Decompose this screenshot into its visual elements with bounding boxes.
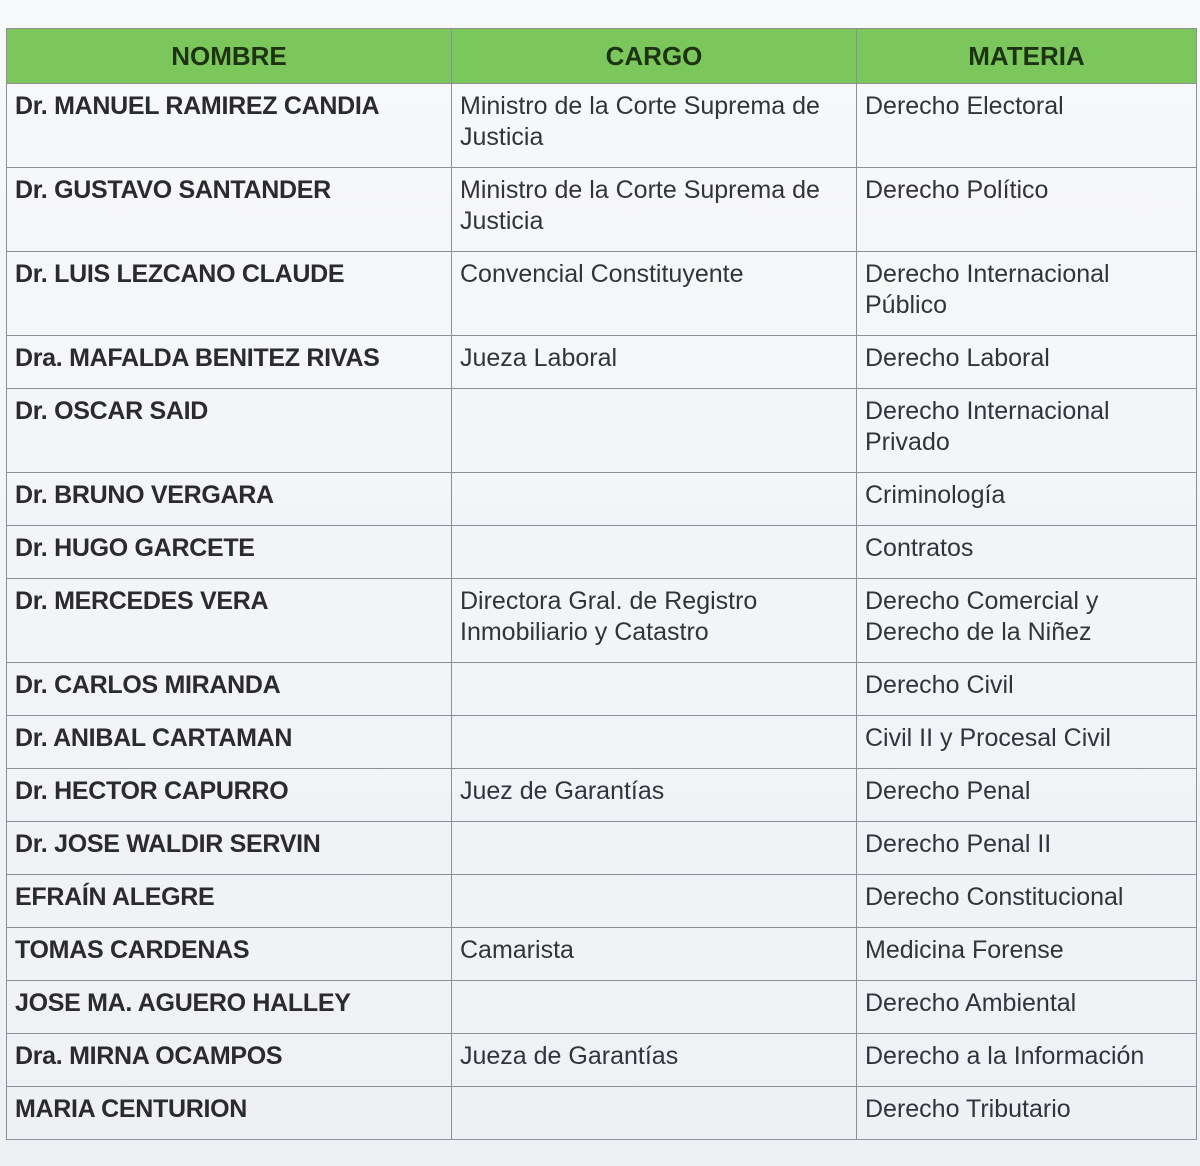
cell-nombre: Dr. MANUEL RAMIREZ CANDIA [7,84,452,168]
cell-materia: Medicina Forense [857,928,1197,981]
cell-cargo [452,473,857,526]
cell-nombre: Dr. BRUNO VERGARA [7,473,452,526]
cell-nombre: Dra. MAFALDA BENITEZ RIVAS [7,336,452,389]
table-row [7,822,1197,875]
cell-nombre: Dr. MERCEDES VERA [7,579,452,663]
cell-cargo: Directora Gral. de Registro Inmobiliario y Catastro [452,579,857,663]
cell-nombre: Dr. LUIS LEZCANO CLAUDE [7,252,452,336]
cell-cargo [452,875,857,928]
table-row [7,389,1197,473]
cell-materia: Derecho Constitucional [857,875,1197,928]
table-row [7,981,1197,1034]
cell-nombre: Dra. MIRNA OCAMPOS [7,1034,452,1087]
cell-nombre: EFRAÍN ALEGRE [7,875,452,928]
table-row [7,1087,1197,1140]
cell-cargo [452,663,857,716]
table-row [7,473,1197,526]
cell-materia: Contratos [857,526,1197,579]
cell-cargo: Camarista [452,928,857,981]
table-row [7,252,1197,336]
cell-cargo [452,822,857,875]
cell-nombre: Dr. JOSE WALDIR SERVIN [7,822,452,875]
table-row [7,84,1197,168]
header-nombre: NOMBRE [7,29,452,84]
table-row [7,663,1197,716]
cell-nombre: Dr. OSCAR SAID [7,389,452,473]
table-row [7,336,1197,389]
cell-nombre: Dr. HUGO GARCETE [7,526,452,579]
cell-materia: Derecho Internacional Privado [857,389,1197,473]
cell-materia: Criminología [857,473,1197,526]
header-materia: MATERIA [857,29,1197,84]
table-row [7,526,1197,579]
cell-materia: Derecho Penal II [857,822,1197,875]
cell-materia: Derecho Tributario [857,1087,1197,1140]
names-table [6,28,1197,1140]
cell-cargo [452,389,857,473]
cell-materia: Civil II y Procesal Civil [857,716,1197,769]
cell-cargo: Juez de Garantías [452,769,857,822]
cell-materia: Derecho Comercial y Derecho de la Niñez [857,579,1197,663]
cell-nombre: TOMAS CARDENAS [7,928,452,981]
table-row [7,716,1197,769]
cell-nombre: Dr. GUSTAVO SANTANDER [7,168,452,252]
table-row [7,1034,1197,1087]
cell-cargo: Jueza de Garantías [452,1034,857,1087]
cell-cargo: Jueza Laboral [452,336,857,389]
cell-materia: Derecho Internacional Público [857,252,1197,336]
cell-cargo [452,981,857,1034]
cell-cargo: Convencial Constituyente [452,252,857,336]
cell-materia: Derecho Penal [857,769,1197,822]
cell-cargo [452,716,857,769]
cell-materia: Derecho Ambiental [857,981,1197,1034]
header-cargo: CARGO [452,29,857,84]
cell-materia: Derecho Laboral [857,336,1197,389]
cell-cargo [452,1087,857,1140]
cell-nombre: JOSE MA. AGUERO HALLEY [7,981,452,1034]
cell-cargo: Ministro de la Corte Suprema de Justicia [452,84,857,168]
cell-materia: Derecho a la Información [857,1034,1197,1087]
table-row [7,168,1197,252]
cell-cargo: Ministro de la Corte Suprema de Justicia [452,168,857,252]
cell-nombre: Dr. HECTOR CAPURRO [7,769,452,822]
table-body [7,84,1197,1140]
cell-nombre: Dr. ANIBAL CARTAMAN [7,716,452,769]
cell-materia: Derecho Político [857,168,1197,252]
table-row [7,875,1197,928]
table-row [7,579,1197,663]
cell-materia: Derecho Electoral [857,84,1197,168]
cell-nombre: MARIA CENTURION [7,1087,452,1140]
table-row [7,769,1197,822]
cell-cargo [452,526,857,579]
cell-nombre: Dr. CARLOS MIRANDA [7,663,452,716]
table-header-row [7,29,1197,84]
table-row [7,928,1197,981]
cell-materia: Derecho Civil [857,663,1197,716]
